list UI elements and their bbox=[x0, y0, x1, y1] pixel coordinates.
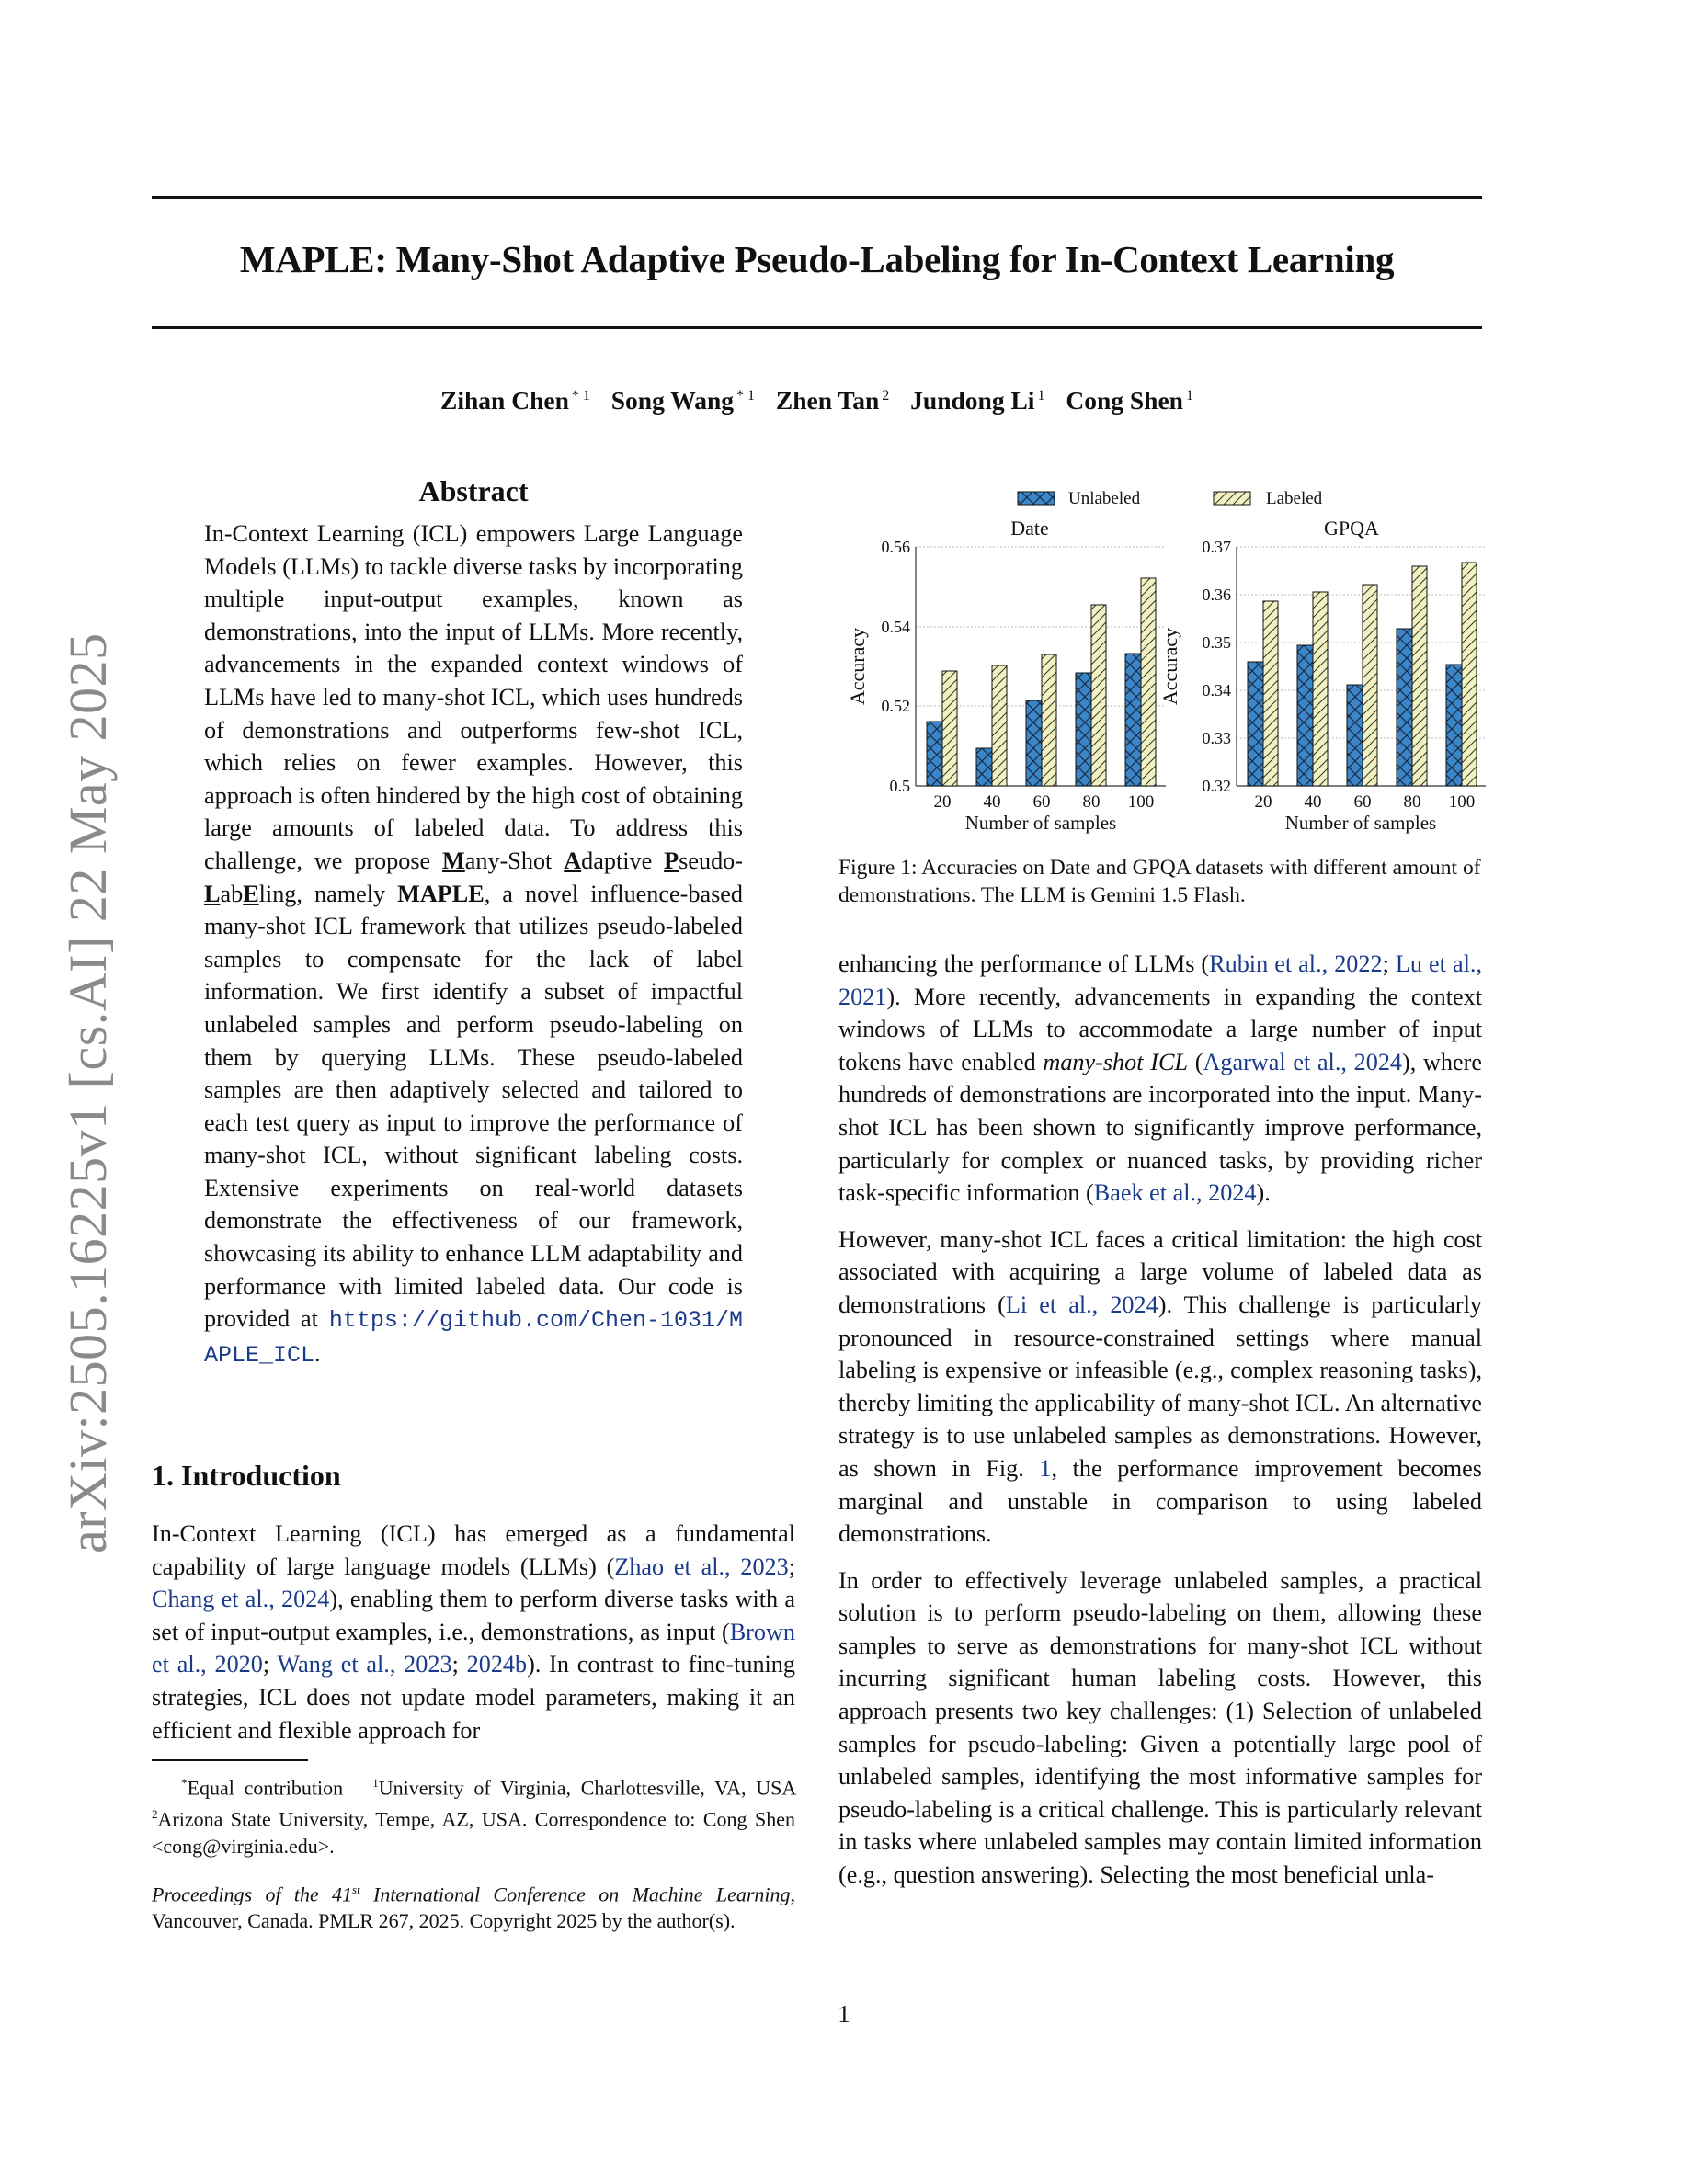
svg-text:80: 80 bbox=[1082, 792, 1101, 812]
paper-title: MAPLE: Many-Shot Adaptive Pseudo-Labeling for In-Context Learning bbox=[239, 238, 1395, 280]
svg-text:0.36: 0.36 bbox=[1202, 586, 1231, 604]
author: Zihan Chen $^{* 1}$ bbox=[440, 386, 590, 415]
citation-link[interactable]: Li et al., 2024 bbox=[1005, 1291, 1158, 1318]
page-number: 1 bbox=[838, 2000, 850, 2028]
top-rule bbox=[152, 196, 1482, 199]
figure-reference-link[interactable]: 1 bbox=[1039, 1454, 1052, 1482]
arxiv-stamp: arXiv:2505.16225v1 [cs.AI] 22 May 2025 bbox=[58, 632, 118, 1553]
svg-text:40: 40 bbox=[1304, 792, 1322, 812]
svg-text:0.32: 0.32 bbox=[1202, 777, 1231, 795]
right-column-body bbox=[838, 948, 1482, 1892]
author: Jundong Li $^1$ bbox=[910, 386, 1045, 415]
gpqa-chart-title: GPQA bbox=[1324, 517, 1379, 540]
abstract-body: In-Context Learning (ICL) empowers Large Language Models (LLMs) to tackle diverse tasks by incorporating multiple input-output examples, known as demonstrations, into the input of LLMs. More recently, advancements in the expanded context windows of LLMs have led to many-shot ICL, which uses hundreds of demonstrations and outperforms few-shot ICL, which relies on fewer examples. However, this approach is often hindered by the high cost of obtaining large amounts of labeled data. To address this challenge, we propose Many-Shot Adaptive Pseudo-LabEling, namely MAPLE, a novel influence-based many-shot ICL framework that utilizes pseudo-labeled samples to compensate for the lack of label information. We first identify a subset of impactful unlabeled samples and perform pseudo-labeling on them by querying LLMs. These pseudo-labeled samples are then adaptively selected and tailored to each test query as input to improve the performance of many-shot ICL, without significant labeling costs. Extensive experiments on real-world datasets demonstrate the effectiveness of our framework, showcasing its ability to enhance LLM adaptability and performance with limited labeled data. Our code is provided at https://github.com/Chen-1031/MAPLE_ICL. bbox=[204, 520, 743, 1369]
chart-legend bbox=[1018, 489, 1323, 508]
citation-link[interactable]: Brown et al., 2020 bbox=[152, 1618, 795, 1678]
citation-link[interactable]: Baek et al., 2024 bbox=[1093, 1179, 1257, 1207]
svg-text:0.34: 0.34 bbox=[1202, 681, 1231, 700]
svg-text:20: 20 bbox=[933, 792, 952, 812]
gpqa-y-axis-label: Accuracy bbox=[1158, 627, 1181, 706]
svg-text:40: 40 bbox=[983, 792, 1001, 812]
footnote-rule bbox=[152, 1759, 308, 1761]
figure-caption: Figure 1: Accuracies on Date and GPQA datasets with different amount of demonstrations. The LLM is Gemini 1.5 Flash. bbox=[838, 856, 1481, 907]
citation-link[interactable]: Lu et al., 2021 bbox=[838, 950, 1482, 1010]
svg-text:20: 20 bbox=[1254, 792, 1272, 812]
svg-text:0.35: 0.35 bbox=[1202, 633, 1231, 652]
paragraph: However, many-shot ICL faces a critical limitation: the high cost associated with acquiring a large volume of labeled data as demonstrations (Li et al., 2024). This challenge is particularly pronounced in resource-constrained settings where manual labeling is expensive or infeasible (e.g., complex reasoning tasks), thereby limiting the applicability of many-shot ICL. An alternative strategy is to use unlabeled samples as demonstrations. However, as shown in Fig. 1, the performance improvement becomes marginal and unstable in comparison to using labeled demonstrations. bbox=[838, 1225, 1482, 1548]
svg-text:0.33: 0.33 bbox=[1202, 729, 1231, 747]
code-link[interactable]: https://github.com/Chen-1031/MAPLE_ICL bbox=[204, 1307, 743, 1369]
svg-text:80: 80 bbox=[1403, 792, 1421, 812]
svg-text:100: 100 bbox=[1448, 792, 1476, 812]
legend-labeled-label: Labeled bbox=[1266, 489, 1323, 508]
citation-link[interactable]: Wang et al., 2023 bbox=[277, 1651, 452, 1678]
citation-link[interactable]: Chang et al., 2024 bbox=[152, 1586, 330, 1613]
author-list bbox=[152, 386, 1482, 415]
intro-paragraph: In-Context Learning (ICL) has emerged as a fundamental capability of large language models (LLMs) (Zhao et al., 2023; Chang et al., 2024), enabling them to perform diverse tasks with a set of input-output examples, i.e., demonstrations, as input (Brown et al., 2020; Wang et al., 2023; 2024b). In contrast to fine-tuning strategies, ICL does not update model parameters, making it an efficient and flexible approach for bbox=[152, 1520, 796, 1744]
svg-text:0.52: 0.52 bbox=[881, 697, 910, 715]
legend-labeled-swatch bbox=[1214, 492, 1250, 505]
svg-text:0.54: 0.54 bbox=[881, 618, 910, 636]
author: Zhen Tan $^2$ bbox=[775, 386, 890, 415]
svg-text:60: 60 bbox=[1353, 792, 1372, 812]
svg-text:0.56: 0.56 bbox=[881, 538, 910, 556]
author: Cong Shen $^1$ bbox=[1066, 386, 1193, 415]
date-x-axis-label: Number of samples bbox=[964, 812, 1117, 834]
figure-1-bar-charts bbox=[827, 478, 1489, 836]
citation-link[interactable]: 2024b bbox=[466, 1651, 528, 1678]
title-bottom-rule bbox=[152, 326, 1482, 329]
citation-link[interactable]: Rubin et al., 2022 bbox=[1209, 950, 1383, 977]
date-y-axis-label: Accuracy bbox=[846, 627, 869, 706]
gpqa-chart bbox=[1158, 517, 1486, 834]
legend-unlabeled-swatch bbox=[1018, 492, 1055, 505]
author: Song Wang $^{* 1}$ bbox=[610, 386, 756, 415]
gpqa-x-axis-label: Number of samples bbox=[1284, 812, 1437, 834]
citation-link[interactable]: Zhao et al., 2023 bbox=[614, 1553, 789, 1580]
svg-text:100: 100 bbox=[1127, 792, 1155, 812]
date-chart-title: Date bbox=[1010, 517, 1049, 540]
footnote-affiliations: *Equal contribution $^1$University of Virginia, Charlottesville, VA, USA $^2$Arizona State University, Tempe, AZ, USA. Correspondence to: Cong Shen <cong@virginia.edu>. bbox=[152, 1776, 796, 1858]
footnote-proceedings: Proceedings of the 41st International Conference on Machine Learning, Vancouver, Canada. PMLR 267, 2025. Copyright 2025 by the author(s). bbox=[152, 1883, 796, 1933]
section-heading-introduction: 1. Introduction bbox=[152, 1459, 341, 1492]
svg-text:0.5: 0.5 bbox=[889, 777, 910, 795]
legend-unlabeled-label: Unlabeled bbox=[1068, 489, 1141, 508]
svg-text:60: 60 bbox=[1032, 792, 1051, 812]
paragraph: enhancing the performance of LLMs (Rubin et al., 2022; Lu et al., 2021). More recently, advancements in expanding the context windows of LLMs to accommodate a large number of input tokens have enabled many-shot ICL (Agarwal et al., 2024), where hundreds of demonstrations are incorporated into the input. Many-shot ICL has been shown to significantly improve performance, particularly for complex or nuanced tasks, by providing richer task-specific information (Baek et al., 2024). bbox=[838, 950, 1482, 1207]
date-chart bbox=[846, 517, 1166, 834]
svg-text:0.37: 0.37 bbox=[1202, 538, 1231, 556]
citation-link[interactable]: Agarwal et al., 2024 bbox=[1203, 1048, 1403, 1075]
abstract-heading: Abstract bbox=[418, 474, 529, 507]
paragraph: In order to effectively leverage unlabeled samples, a practical solution is to perform pseudo-labeling on them, allowing these samples to serve as demonstrations for many-shot ICL without incurring significant human labeling costs. However, this approach presents two key challenges: (1) Selection of unlabeled samples for pseudo-labeling: Given a potentially large pool of unlabeled samples, identifying the most informative samples for pseudo-labeling is a critical challenge. This is particularly relevant in tasks where unlabeled samples may contain limited information (e.g., question answering). Selecting the most beneficial unla- bbox=[838, 1566, 1482, 1889]
